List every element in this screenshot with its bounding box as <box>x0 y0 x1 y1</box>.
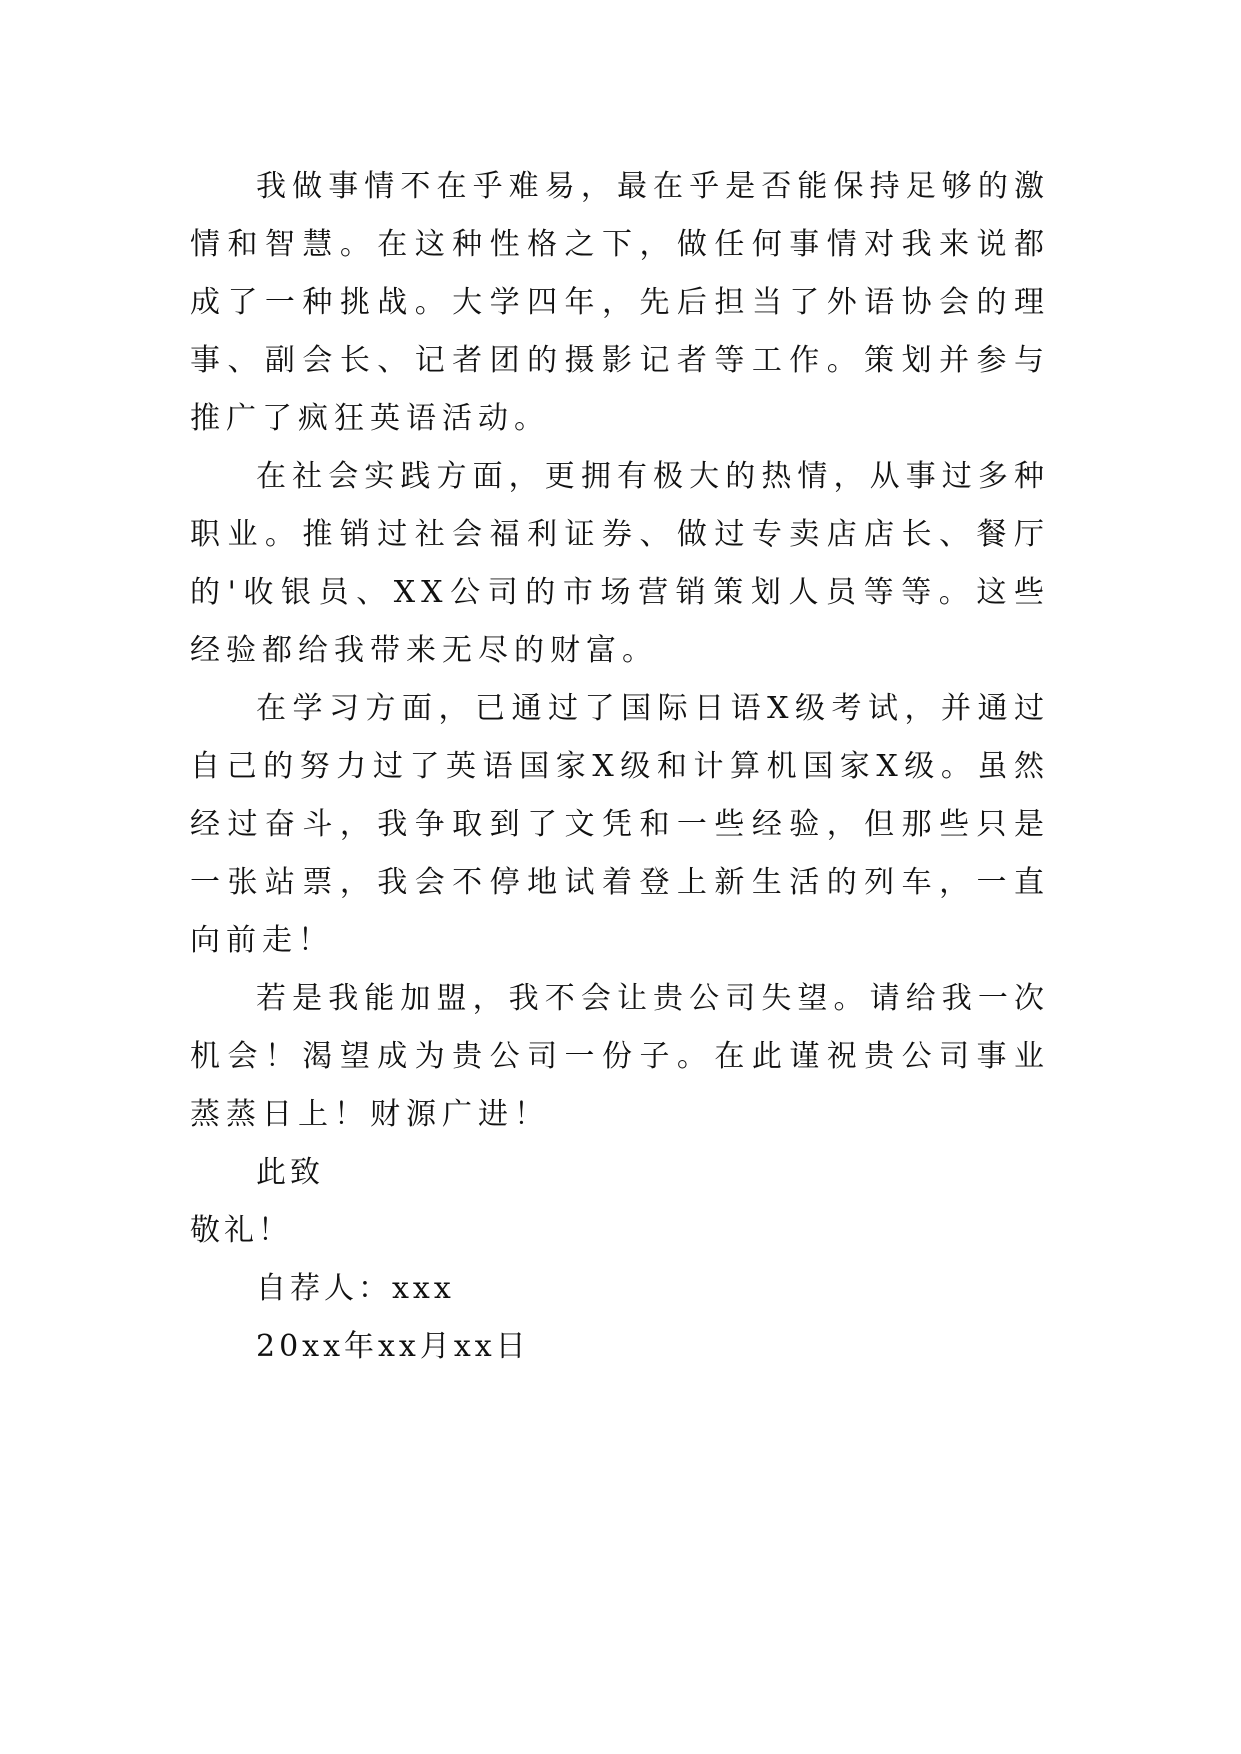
salute: 敬礼！ <box>190 1213 292 1248</box>
paragraph-request: 若是我能加盟，我不会让贵公司失望。请给我一次机会！渴望成为贵公司一份子。在此谨祝贵公司事业蒸蒸日上！财源广进！ <box>190 981 1050 1132</box>
paragraph-passion: 我做事情不在乎难易，最在乎是否能保持足够的激情和智慧。在这种性格之下，做任何事情对我来说都成了一种挑战。大学四年，先后担当了外语协会的理事、副会长、记者团的摄影记者等工作。策划并参与推广了疯狂英语活动。 <box>190 169 1050 436</box>
paragraph-social-practice: 在社会实践方面，更拥有极大的热情，从事过多种职业。推销过社会福利证券、做过专卖店店长、餐厅的'收银员、XX公司的市场营销策划人员等等。这些经验都给我带来无尽的财富。 <box>190 459 1050 668</box>
letter-body <box>190 158 1050 1376</box>
signer: 自荐人：xxx <box>256 1271 455 1306</box>
letter-date: 20xx年xx月xx日 <box>256 1329 530 1364</box>
closing-phrase: 此致 <box>256 1155 324 1190</box>
paragraph-study: 在学习方面，已通过了国际日语X级考试，并通过自己的努力过了英语国家X级和计算机国家X级。虽然经过奋斗，我争取到了文凭和一些经验，但那些只是一张站票，我会不停地试着登上新生活的列车，一直向前走！ <box>190 691 1050 958</box>
